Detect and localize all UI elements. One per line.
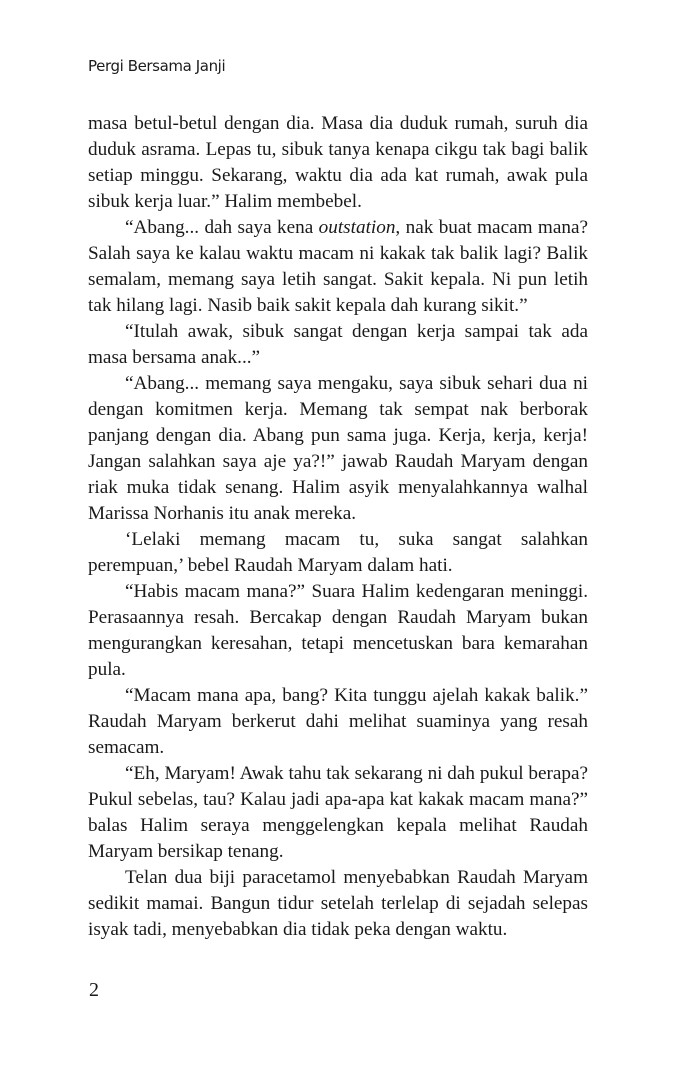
- paragraph: [88, 865, 588, 943]
- paragraph: [88, 111, 588, 215]
- paragraph: [88, 215, 588, 319]
- paragraph: [88, 319, 588, 371]
- text-segment: Telan dua biji paracetamol menyebabkan Raudah Maryam sedikit mamai. Bangun tidur setelah terlelap di sejadah selepas isyak tadi, menyebabkan dia tidak peka dengan waktu.: [88, 867, 588, 940]
- text-segment: , nak buat macam mana? Salah saya ke kalau waktu macam ni kakak tak balik lagi? Balik semalam, memang saya letih sangat. Sakit kepala. Ni pun letih tak hilang lagi. Nasib baik sakit kepala dah kurang sikit.”: [88, 217, 588, 316]
- text-segment: masa betul-betul dengan dia. Masa dia duduk rumah, suruh dia duduk asrama. Lepas tu, sibuk tanya kenapa cikgu tak bagi balik setiap minggu. Sekarang, waktu dia ada kat rumah, awak pula sibuk kerja luar.” Halim membebel.: [88, 113, 588, 212]
- italic-term: outstation: [318, 217, 396, 238]
- paragraph: [88, 761, 588, 865]
- text-segment: ‘Lelaki memang macam tu, suka sangat salahkan perempuan,’ bebel Raudah Maryam dalam hati.: [88, 529, 588, 576]
- text-segment: “Abang... dah saya kena: [125, 217, 319, 238]
- paragraph: [88, 527, 588, 579]
- text-segment: “Abang... memang saya mengaku, saya sibuk sehari dua ni dengan komitmen kerja. Memang tak sempat nak berborak panjang dengan dia. Abang pun sama juga. Kerja, kerja, kerja! Jangan salahkan saya aje ya?!” jawab Raudah Maryam dengan riak muka tidak senang. Halim asyik menyalahkannya walhal Marissa Norhanis itu anak mereka.: [88, 373, 588, 524]
- running-header-title: Pergi Bersama Janji: [88, 57, 226, 75]
- paragraph: [88, 683, 588, 761]
- text-segment: “Itulah awak, sibuk sangat dengan kerja sampai tak ada masa bersama anak...”: [88, 321, 588, 368]
- text-segment: “Macam mana apa, bang? Kita tunggu ajelah kakak balik.” Raudah Maryam berkerut dahi melihat suaminya yang resah semacam.: [88, 685, 588, 758]
- page-number: 2: [89, 979, 99, 1001]
- text-segment: “Habis macam mana?” Suara Halim kedengaran meninggi. Perasaannya resah. Bercakap dengan Raudah Maryam bukan mengurangkan keresahan, tetapi mencetuskan bara kemarahan pula.: [88, 581, 588, 680]
- paragraph: [88, 579, 588, 683]
- text-segment: “Eh, Maryam! Awak tahu tak sekarang ni dah pukul berapa? Pukul sebelas, tau? Kalau jadi apa-apa kat kakak macam mana?” balas Halim seraya menggelengkan kepala melihat Raudah Maryam bersikap tenang.: [88, 763, 588, 862]
- body-text: [88, 111, 588, 943]
- paragraph: [88, 371, 588, 527]
